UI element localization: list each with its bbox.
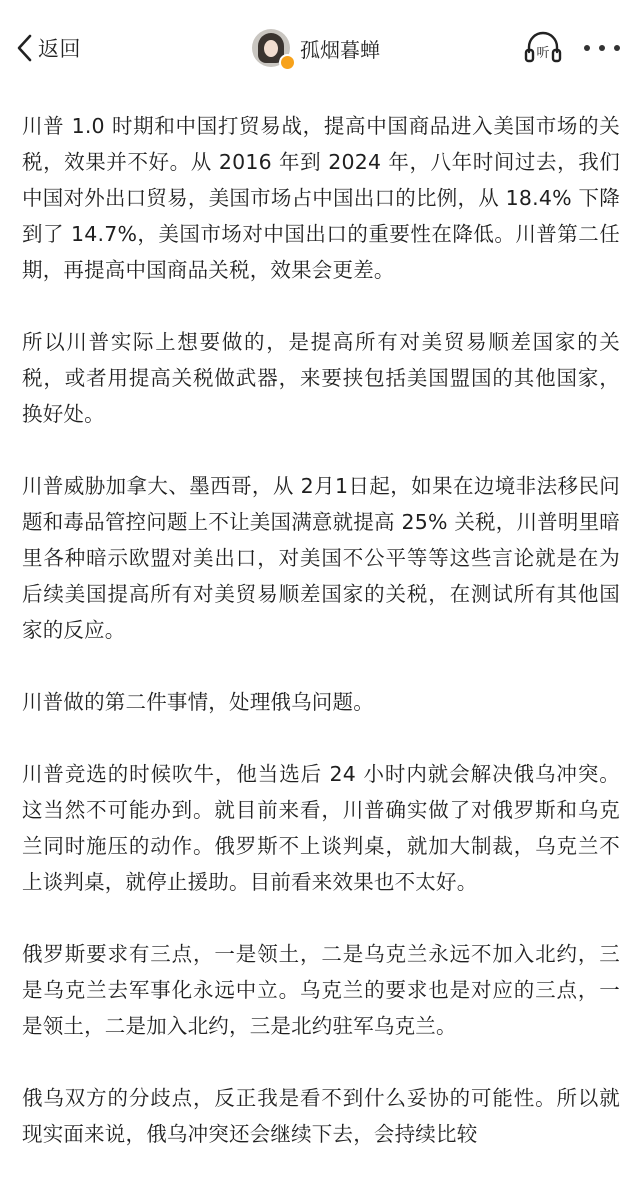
article-paragraph: 俄罗斯要求有三点，一是领土，二是乌克兰永远不加入北约，三是乌克兰去军事化永远中立。乌克兰的要求也是对应的三点，一是领土，二是加入北约，三是北约驻军乌克兰。 — [22, 942, 620, 1038]
listen-button[interactable] — [523, 28, 563, 68]
author-name[interactable]: 孤烟暮蝉 — [300, 37, 380, 62]
back-button[interactable] — [14, 28, 81, 68]
more-dot — [599, 45, 605, 51]
article-paragraph: 川普竞选的时候吹牛，他当选后 24 小时内就会解决俄乌冲突。这当然不可能办到。就目前来看，川普确实做了对俄罗斯和乌克兰同时施压的动作。俄罗斯不上谈判桌，就加大制裁，乌克兰不上谈判桌，就停止援助。目前看来效果也不太好。 — [22, 762, 620, 894]
article-paragraph: 川普 1.0 时期和中国打贸易战，提高中国商品进入美国市场的关税，效果并不好。从 2016 年到 2024 年，八年时间过去，我们中国对外出口贸易，美国市场占中国出口的比例，从 18.4% 下降到了 14.7%，美国市场对中国出口的重要性在降低。川普第二任期，再提高中国商品关税，效果会更差。 — [22, 114, 620, 282]
author-info[interactable] — [252, 26, 380, 70]
more-dot — [614, 45, 620, 51]
article-body — [22, 108, 620, 1188]
headphones-icon — [523, 28, 563, 68]
article-paragraph: 川普威胁加拿大、墨西哥，从 2月1日起，如果在边境非法移民问题和毒品管控问题上不让美国满意就提高 25% 关税，川普明里暗里各种暗示欧盟对美出口，对美国不公平等等这些言论就是在为后续美国提高所有对美贸易顺差国家的关税，在测试所有其他国家的反应。 — [22, 474, 620, 642]
article-paragraph: 所以川普实际上想要做的，是提高所有对美贸易顺差国家的关税，或者用提高关税做武器，来要挟包括美国盟国的其他国家，换好处。 — [22, 330, 620, 426]
chevron-left-icon — [14, 33, 36, 63]
top-navigation-bar — [0, 0, 637, 96]
listen-label: 听 — [536, 46, 550, 61]
back-label: 返回 — [38, 37, 81, 61]
more-button[interactable] — [584, 30, 620, 66]
article-paragraph: 川普做的第二件事情，处理俄乌问题。 — [22, 690, 374, 714]
verified-badge-icon — [279, 54, 296, 71]
more-dot — [584, 45, 590, 51]
article-paragraph: 俄乌双方的分歧点，反正我是看不到什么妥协的可能性。所以就现实面来说，俄乌冲突还会继续下去，会持续比较 — [22, 1086, 620, 1146]
